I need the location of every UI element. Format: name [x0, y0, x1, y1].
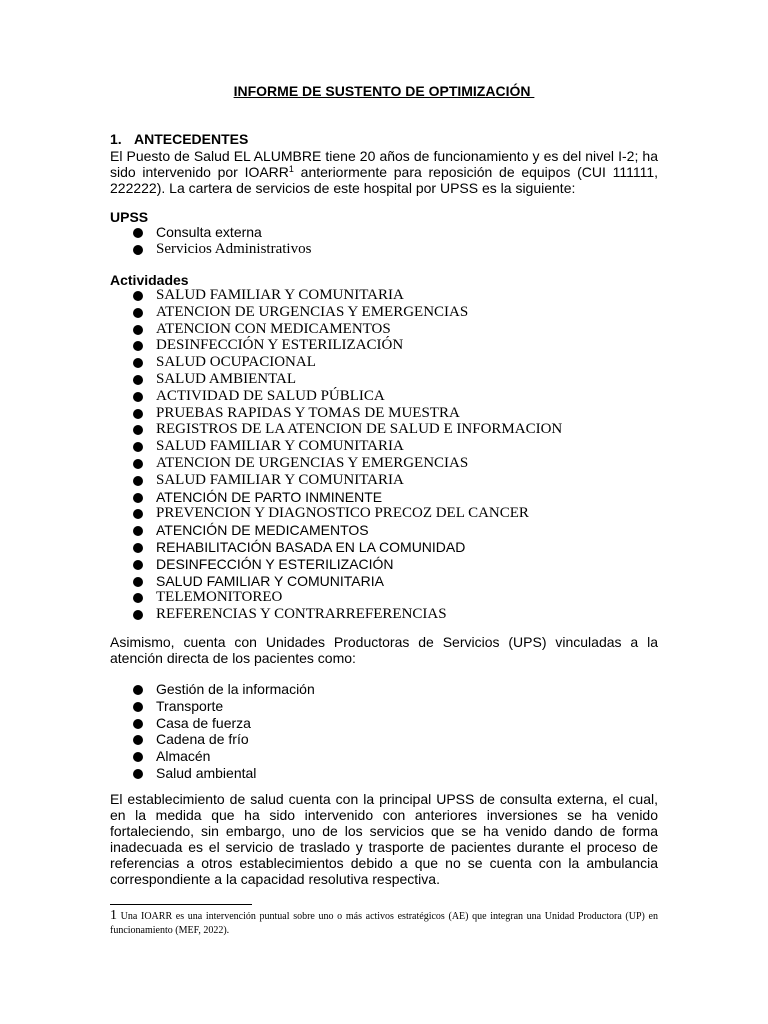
paragraph-consulta-externa: El establecimiento de salud cuenta con la principal UPSS de consulta externa, el cual, en la medida que ha sido intervenido con anteriores inversiones se ha venido fortaleciendo, sin embargo, uno de los servicios que se ha venido dando de forma inadecuada es el servicio de traslado y trasporte de pacientes durante el proceso de referencias a otros establecimientos debido a que no se cuenta con la ambulancia correspondiente a la capacidad resolutiva respectiva.: [110, 791, 658, 887]
paragraph-text-end: anteriormente para reposición de equipos (CUI 111111, 222222). La cartera de servicios de este hospital por UPSS es la siguiente:: [110, 164, 658, 196]
bullet-icon: [133, 685, 143, 695]
list-item: [132, 388, 562, 405]
section-heading-text: ANTECEDENTES: [134, 131, 249, 147]
bullet-icon: [133, 735, 143, 745]
paragraph-text-start: El Puesto de Salud EL ALUMBRE tiene 20 años de funcionamiento y es del nivel I-2; ha sido intervenido por IOARR: [110, 148, 658, 180]
list-item-text: Almacén: [156, 748, 211, 765]
actividades-list: [132, 287, 562, 623]
list-item: [132, 421, 562, 438]
list-item-text: ATENCION DE URGENCIAS Y EMERGENCIAS: [156, 303, 469, 320]
bullet-icon: [133, 409, 143, 419]
bullet-icon: [133, 358, 143, 368]
bullet-icon: [133, 560, 143, 570]
list-item-text: Gestión de la información: [156, 681, 315, 697]
list-item: [132, 573, 562, 590]
list-item: [132, 698, 315, 715]
list-item: [132, 731, 315, 748]
footnote: [110, 909, 658, 938]
list-item-text: ATENCIÓN DE PARTO INMINENTE: [156, 488, 383, 505]
list-item-text: Cadena de frío: [156, 731, 249, 748]
upss-heading: UPSS: [110, 209, 149, 225]
paragraph-ups: Asimismo, cuenta con Unidades Productoras de Servicios (UPS) vinculadas a la atención directa de los pacientes como:: [110, 634, 658, 666]
bullet-icon: [133, 442, 143, 452]
bullet-icon: [133, 493, 143, 503]
bullet-icon: [133, 526, 143, 536]
list-item-text: TELEMONITOREO: [156, 589, 283, 606]
footnote-separator: [110, 904, 252, 905]
list-item: [132, 505, 562, 522]
section-number: 1.: [110, 131, 122, 147]
bullet-icon: [133, 702, 143, 712]
bullet-icon: [133, 459, 143, 469]
bullet-icon: [133, 577, 143, 587]
list-item-text: SALUD FAMILIAR Y COMUNITARIA: [156, 287, 404, 303]
bullet-icon: [133, 245, 143, 255]
list-item-text: PRUEBAS RAPIDAS Y TOMAS DE MUESTRA: [156, 404, 460, 421]
bullet-icon: [133, 228, 143, 238]
list-item: [132, 371, 562, 388]
list-item: [132, 489, 562, 506]
list-item-text: ATENCIÓN DE MEDICAMENTOS: [156, 522, 369, 539]
footnote-number: 1: [110, 908, 117, 923]
list-item: [132, 337, 562, 354]
list-item-text: Consulta externa: [156, 224, 262, 240]
list-item: [132, 321, 562, 338]
list-item: [132, 472, 562, 489]
list-item: [132, 539, 562, 556]
bullet-icon: [133, 769, 143, 779]
list-item: [132, 556, 562, 573]
list-item-text: ATENCION DE URGENCIAS Y EMERGENCIAS: [156, 454, 469, 471]
bullet-icon: [133, 593, 143, 603]
list-item-text: SALUD OCUPACIONAL: [156, 354, 316, 371]
list-item-text: SALUD FAMILIAR Y COMUNITARIA: [156, 438, 404, 455]
list-item-text: SALUD AMBIENTAL: [156, 370, 297, 387]
paragraph-antecedentes: [110, 148, 658, 196]
list-item: [132, 765, 315, 782]
upss-list: [132, 224, 311, 258]
list-item: [132, 589, 562, 606]
ups-list: [132, 681, 315, 782]
bullet-icon: [133, 375, 143, 385]
list-item: [132, 681, 315, 698]
bullet-icon: [133, 610, 143, 620]
list-item: [132, 438, 562, 455]
list-item-text: DESINFECCIÓN Y ESTERILIZACIÓN: [156, 337, 404, 354]
bullet-icon: [133, 325, 143, 335]
list-item-text: REGISTROS DE LA ATENCION DE SALUD E INFORMACION: [156, 421, 563, 438]
bullet-icon: [133, 308, 143, 318]
list-item: [132, 354, 562, 371]
bullet-icon: [133, 509, 143, 519]
bullet-icon: [133, 543, 143, 553]
bullet-icon: [133, 341, 143, 351]
list-item-text: REHABILITACIÓN BASADA EN LA COMUNIDAD: [156, 538, 466, 555]
list-item: [132, 715, 315, 732]
list-item-text: Casa de fuerza: [156, 714, 251, 731]
bullet-icon: [133, 476, 143, 486]
document-title: INFORME DE SUSTENTO DE OPTIMIZACIÓN: [233, 83, 535, 99]
list-item: [132, 455, 562, 472]
list-item: [132, 748, 315, 765]
list-item: [132, 241, 311, 258]
list-item-text: DESINFECCIÓN Y ESTERILIZACIÓN: [156, 555, 394, 572]
bullet-icon: [133, 719, 143, 729]
actividades-heading: Actividades: [110, 272, 189, 288]
footnote-reference: 1: [288, 164, 294, 174]
list-item-text: SALUD FAMILIAR Y COMUNITARIA: [156, 471, 404, 488]
bullet-icon: [133, 425, 143, 435]
list-item-text: Transporte: [156, 697, 224, 714]
list-item-text: REFERENCIAS Y CONTRARREFERENCIAS: [156, 606, 447, 623]
footnote-text: Una IOARR es una intervención puntual sobre uno o más activos estratégicos (AE) que integran una Unidad Productora (UP) en funcionamiento (MEF, 2022).: [110, 911, 658, 936]
list-item-text: Salud ambiental: [156, 764, 257, 781]
list-item: [132, 304, 562, 321]
list-item: [132, 224, 311, 241]
list-item-text: SALUD FAMILIAR Y COMUNITARIA: [156, 572, 384, 589]
bullet-icon: [133, 291, 143, 301]
list-item-text: ATENCION CON MEDICAMENTOS: [156, 320, 391, 337]
list-item: [132, 287, 562, 304]
list-item-text: Servicios Administrativos: [156, 240, 312, 257]
list-item-text: PREVENCION Y DIAGNOSTICO PRECOZ DEL CANCER: [156, 505, 529, 522]
section-heading-antecedentes: [110, 131, 248, 147]
bullet-icon: [133, 392, 143, 402]
list-item-text: ACTIVIDAD DE SALUD PÚBLICA: [156, 387, 385, 404]
bullet-icon: [133, 752, 143, 762]
list-item: [132, 606, 562, 623]
list-item: [132, 522, 562, 539]
list-item: [132, 405, 562, 422]
